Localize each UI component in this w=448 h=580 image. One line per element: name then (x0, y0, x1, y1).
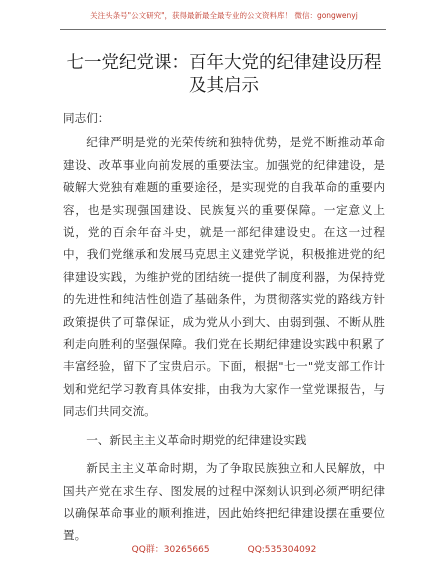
paragraph: 新民主主义革命时期，为了争取民族独立和人民解放，中国共产党在求生存、图发展的过程中深刻认识到必须严明纪律以确保革命事业的顺利推进，因此始终把纪律建设摆在重要位置。 (63, 461, 385, 543)
footer-contacts (0, 542, 448, 555)
greeting: 同志们： (63, 111, 110, 125)
section-heading: 一、新民主主义革命时期党的纪律建设实践 (86, 432, 307, 447)
footer-qq-number: QQ:535304092 (247, 545, 317, 555)
paragraph: 纪律严明是党的光荣传统和独特优势，是党不断推动革命建设、改革事业向前发展的重要法宝。加强党的纪律建设，是破解大党独有难题的重要途径，是实现党的自我革命的重要内容，也是实现强国建设、民族复兴的重要保障。一定意义上说，党的百余年奋斗史，就是一部纪律建设史。在这一过程中，我们党继承和发展马克思主义建党学说，积极推进党的纪律建设实践，为维护党的团结统一提供了制度利器，为保持党的先进性和纯洁性创造了基础条件，为贯彻落实党的路线方针政策提供了可靠保证，成为党从小到大、由弱到强、不断从胜利走向胜利的坚强保障。我们党在长期纪律建设实践中积累了丰富经验，留下了宝贵启示。下面，根据"七一"党支部工作计划和党纪学习教育具体安排，由我为大家作一堂党课报告，与同志们共同交流。 (63, 135, 385, 419)
footer-qq-group: QQ群：30265665 (131, 545, 210, 555)
document-body (63, 107, 385, 547)
header-rule (60, 29, 386, 30)
header-banner: 关注头条号"公文研究"，获得最新最全最专业的公文资料库！ 微信：gongwenyj (90, 11, 358, 20)
document-title: 七一党纪党课：百年大党的纪律建设历程及其启示 (66, 53, 382, 96)
